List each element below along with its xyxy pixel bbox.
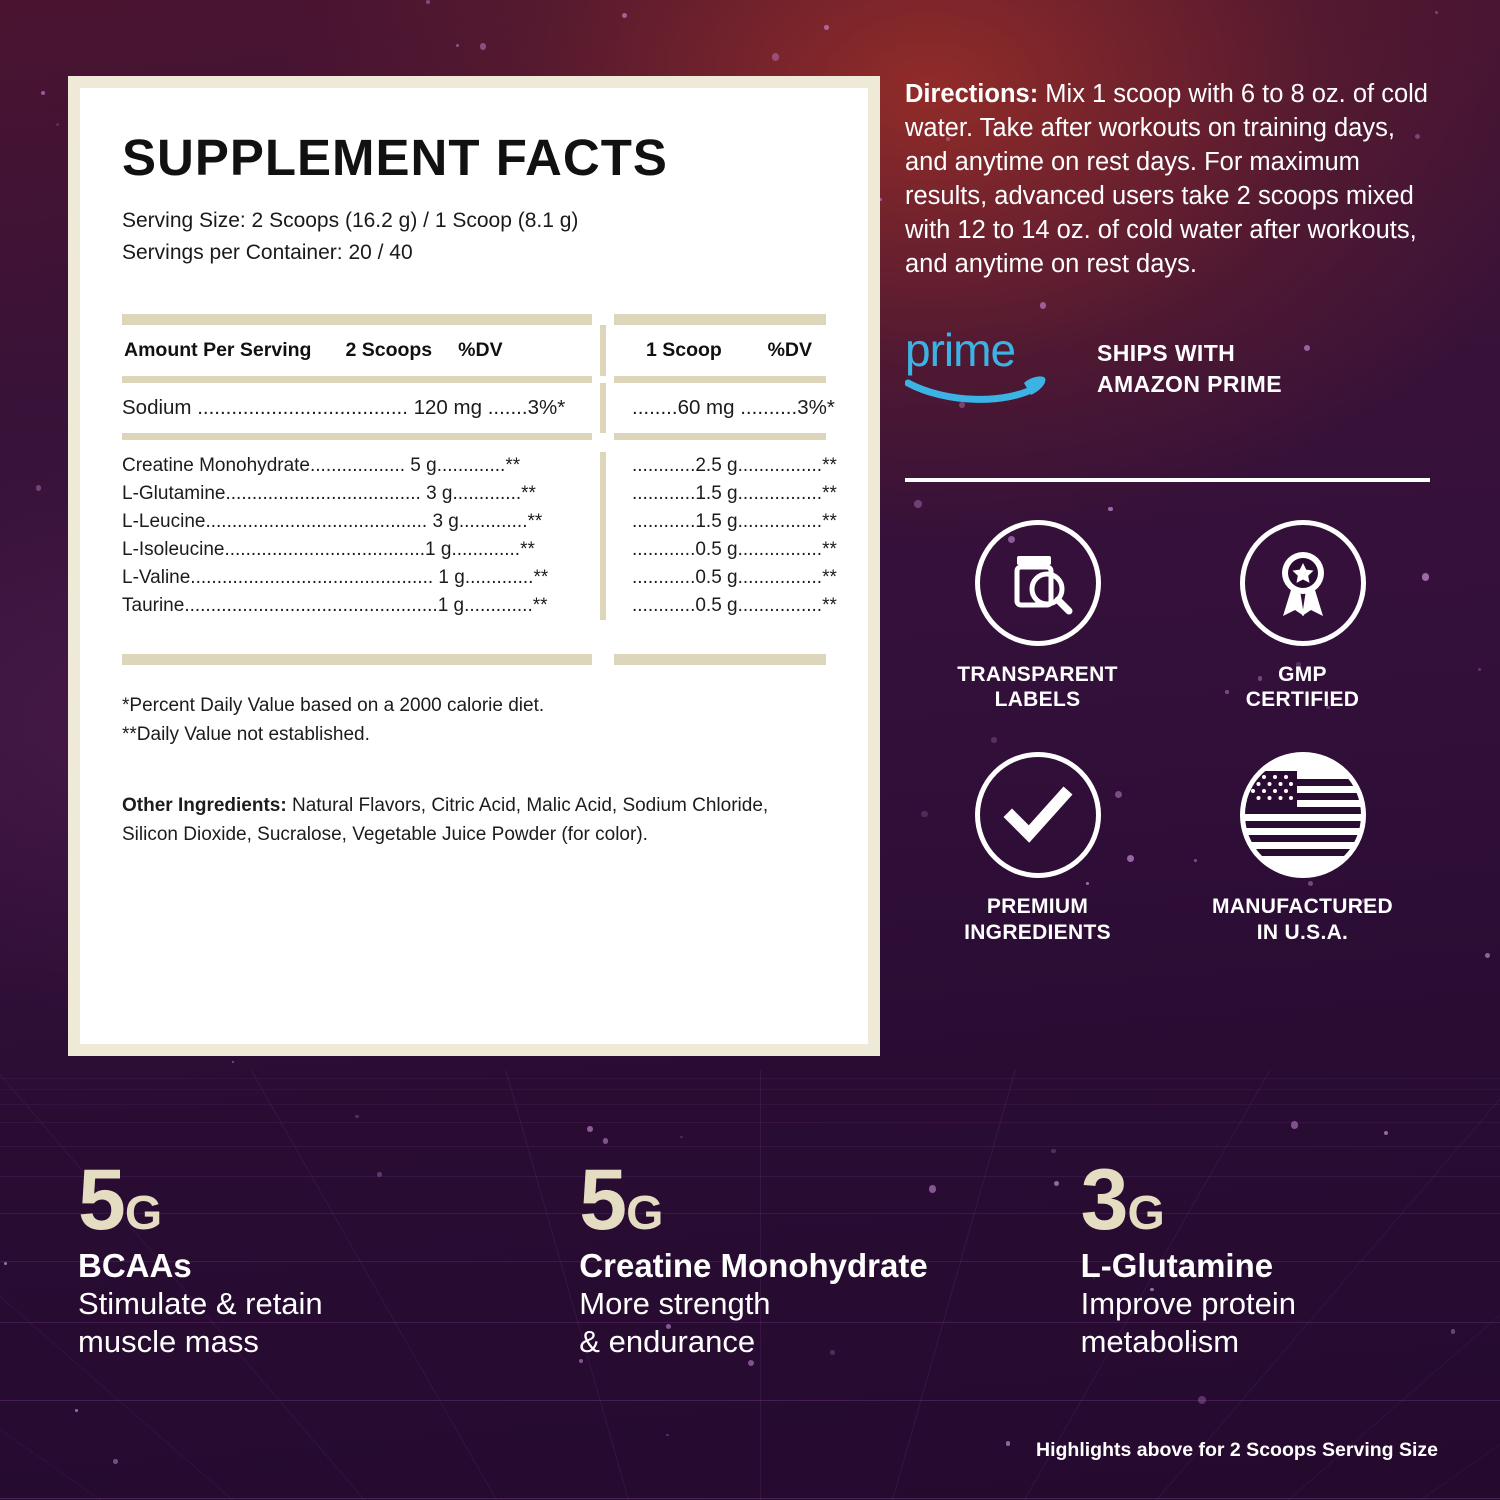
column-header-amount: Amount Per Serving xyxy=(124,339,312,361)
badge-transparent-labels xyxy=(905,520,1170,712)
badge-label-line1: MANUFACTURED xyxy=(1212,895,1393,919)
nutrient-row-sodium-left: Sodium ..................................... 120 mg .......3%* xyxy=(122,396,566,419)
nutrient-row-right: ............0.5 g................** xyxy=(632,567,837,588)
footnote-dv-not-established: **Daily Value not established. xyxy=(122,724,370,746)
badge-label-line2: INGREDIENTS xyxy=(964,920,1111,944)
nutrient-row-right: ............0.5 g................** xyxy=(632,595,837,616)
column-header-dv-1: %DV xyxy=(458,339,503,361)
serving-size-text: Serving Size: 2 Scoops (16.2 g) / 1 Scoop (8.1 g) xyxy=(122,209,579,232)
trust-badges xyxy=(905,520,1435,945)
highlight-unit: G xyxy=(1127,1187,1164,1240)
badge-gmp-certified xyxy=(1170,520,1435,712)
highlight-unit: G xyxy=(124,1187,162,1240)
highlight-name: Creatine Monohydrate xyxy=(579,1246,928,1284)
ships-line-1: SHIPS WITH xyxy=(1097,339,1236,366)
nutrient-row-left: L-Valine.............................................. 1 g.............** xyxy=(122,567,549,588)
usa-flag-icon xyxy=(1240,752,1366,878)
horizontal-divider xyxy=(905,478,1430,482)
highlight-desc-1: Improve protein xyxy=(1080,1285,1296,1321)
highlight-desc-2: metabolism xyxy=(1080,1323,1240,1359)
highlight-glutamine xyxy=(1080,1152,1438,1360)
highlight-name: BCAAs xyxy=(78,1246,192,1284)
other-ingredients-label: Other Ingredients: xyxy=(122,794,287,816)
nutrient-row-right: ............0.5 g................** xyxy=(632,539,837,560)
highlight-unit: G xyxy=(626,1187,663,1240)
highlight-desc-1: More strength xyxy=(579,1285,771,1321)
amazon-prime-logo xyxy=(905,324,1063,407)
highlight-creatine xyxy=(579,1152,1080,1360)
column-divider xyxy=(600,383,606,433)
ships-with-prime-text xyxy=(1097,338,1282,400)
nutrient-row-left: L-Glutamine..................................... 3 g.............** xyxy=(122,483,536,504)
column-header-2-scoops: 2 Scoops xyxy=(345,339,433,361)
nutrient-row-left: Creatine Monohydrate.................. 5 g.............** xyxy=(122,455,521,476)
badge-label-line2: CERTIFIED xyxy=(1245,688,1360,712)
prime-shipping-row xyxy=(905,324,1435,407)
footnote-daily-value: *Percent Daily Value based on a 2000 calorie diet. xyxy=(122,695,545,716)
nutrient-row-left: Taurine................................................1 g.............** xyxy=(122,595,548,616)
nutrient-rows-left xyxy=(122,452,592,620)
serving-size-note: Highlights above for 2 Scoops Serving Size xyxy=(1036,1439,1438,1461)
other-ingredients xyxy=(122,792,826,850)
highlight-name: L-Glutamine xyxy=(1080,1246,1274,1284)
nutrient-row-right: ............1.5 g................** xyxy=(632,483,837,504)
directions-text: Mix 1 scoop with 6 to 8 oz. of cold water. Take after workouts on training days, and anytime on rest days. For maximum results, advanced users take 2 scoops mixed with 12 to 14 oz. of cold water after workouts, and anytime on rest days. xyxy=(905,80,1428,278)
badge-label-line2: IN U.S.A. xyxy=(1256,920,1349,944)
badge-label-line1: PREMIUM xyxy=(986,895,1089,919)
highlight-amount: 3 xyxy=(1080,1152,1128,1248)
ships-line-2: AMAZON PRIME xyxy=(1097,370,1282,397)
column-divider xyxy=(600,325,606,376)
other-ingredients-text: Natural Flavors, Citric Acid, Malic Acid, Sodium Chloride, Silicon Dioxide, Sucralose, Vegetable Juice Powder (for color). xyxy=(122,794,769,845)
badge-label-line2: LABELS xyxy=(994,688,1081,712)
nutrient-rows-right xyxy=(614,452,837,620)
highlight-desc-2: & endurance xyxy=(579,1323,756,1359)
nutrient-row-right: ............2.5 g................** xyxy=(632,455,837,476)
badge-label-line1: TRANSPARENT xyxy=(957,663,1118,686)
highlight-desc-1: Stimulate & retain xyxy=(78,1285,323,1321)
highlight-bcaas xyxy=(78,1152,579,1360)
nutrient-row-sodium-right: ........60 mg ..........3%* xyxy=(632,396,835,419)
servings-per-container-text: Servings per Container: 20 / 40 xyxy=(122,240,413,264)
jar-magnifier-icon xyxy=(975,520,1101,646)
nutrient-row-left: L-Leucine.......................................... 3 g.............** xyxy=(122,511,543,532)
badge-label-line1: GMP xyxy=(1278,663,1327,686)
directions-block xyxy=(905,78,1430,281)
highlight-desc-2: muscle mass xyxy=(78,1323,259,1359)
supplement-facts-panel xyxy=(68,76,880,1056)
prime-wordmark: prime xyxy=(905,324,1016,376)
supplement-facts-title: SUPPLEMENT FACTS xyxy=(122,129,668,186)
highlight-amount: 5 xyxy=(78,1152,125,1248)
column-header-1-scoop: 1 Scoop xyxy=(646,339,722,361)
column-header-dv-2: %DV xyxy=(767,339,812,361)
nutrient-row-right: ............1.5 g................** xyxy=(632,511,837,532)
highlight-amount: 5 xyxy=(579,1152,627,1248)
column-divider xyxy=(600,452,606,620)
badge-premium-ingredients xyxy=(905,752,1170,944)
directions-label: Directions: xyxy=(905,80,1039,108)
ingredient-highlights xyxy=(78,1152,1438,1360)
checkmark-icon xyxy=(975,752,1101,878)
badge-manufactured-usa xyxy=(1170,752,1435,944)
amazon-smile-arrow-icon xyxy=(905,373,1057,407)
nutrient-row-left: L-Isoleucine......................................1 g.............** xyxy=(122,539,535,560)
award-ribbon-icon xyxy=(1240,520,1366,646)
